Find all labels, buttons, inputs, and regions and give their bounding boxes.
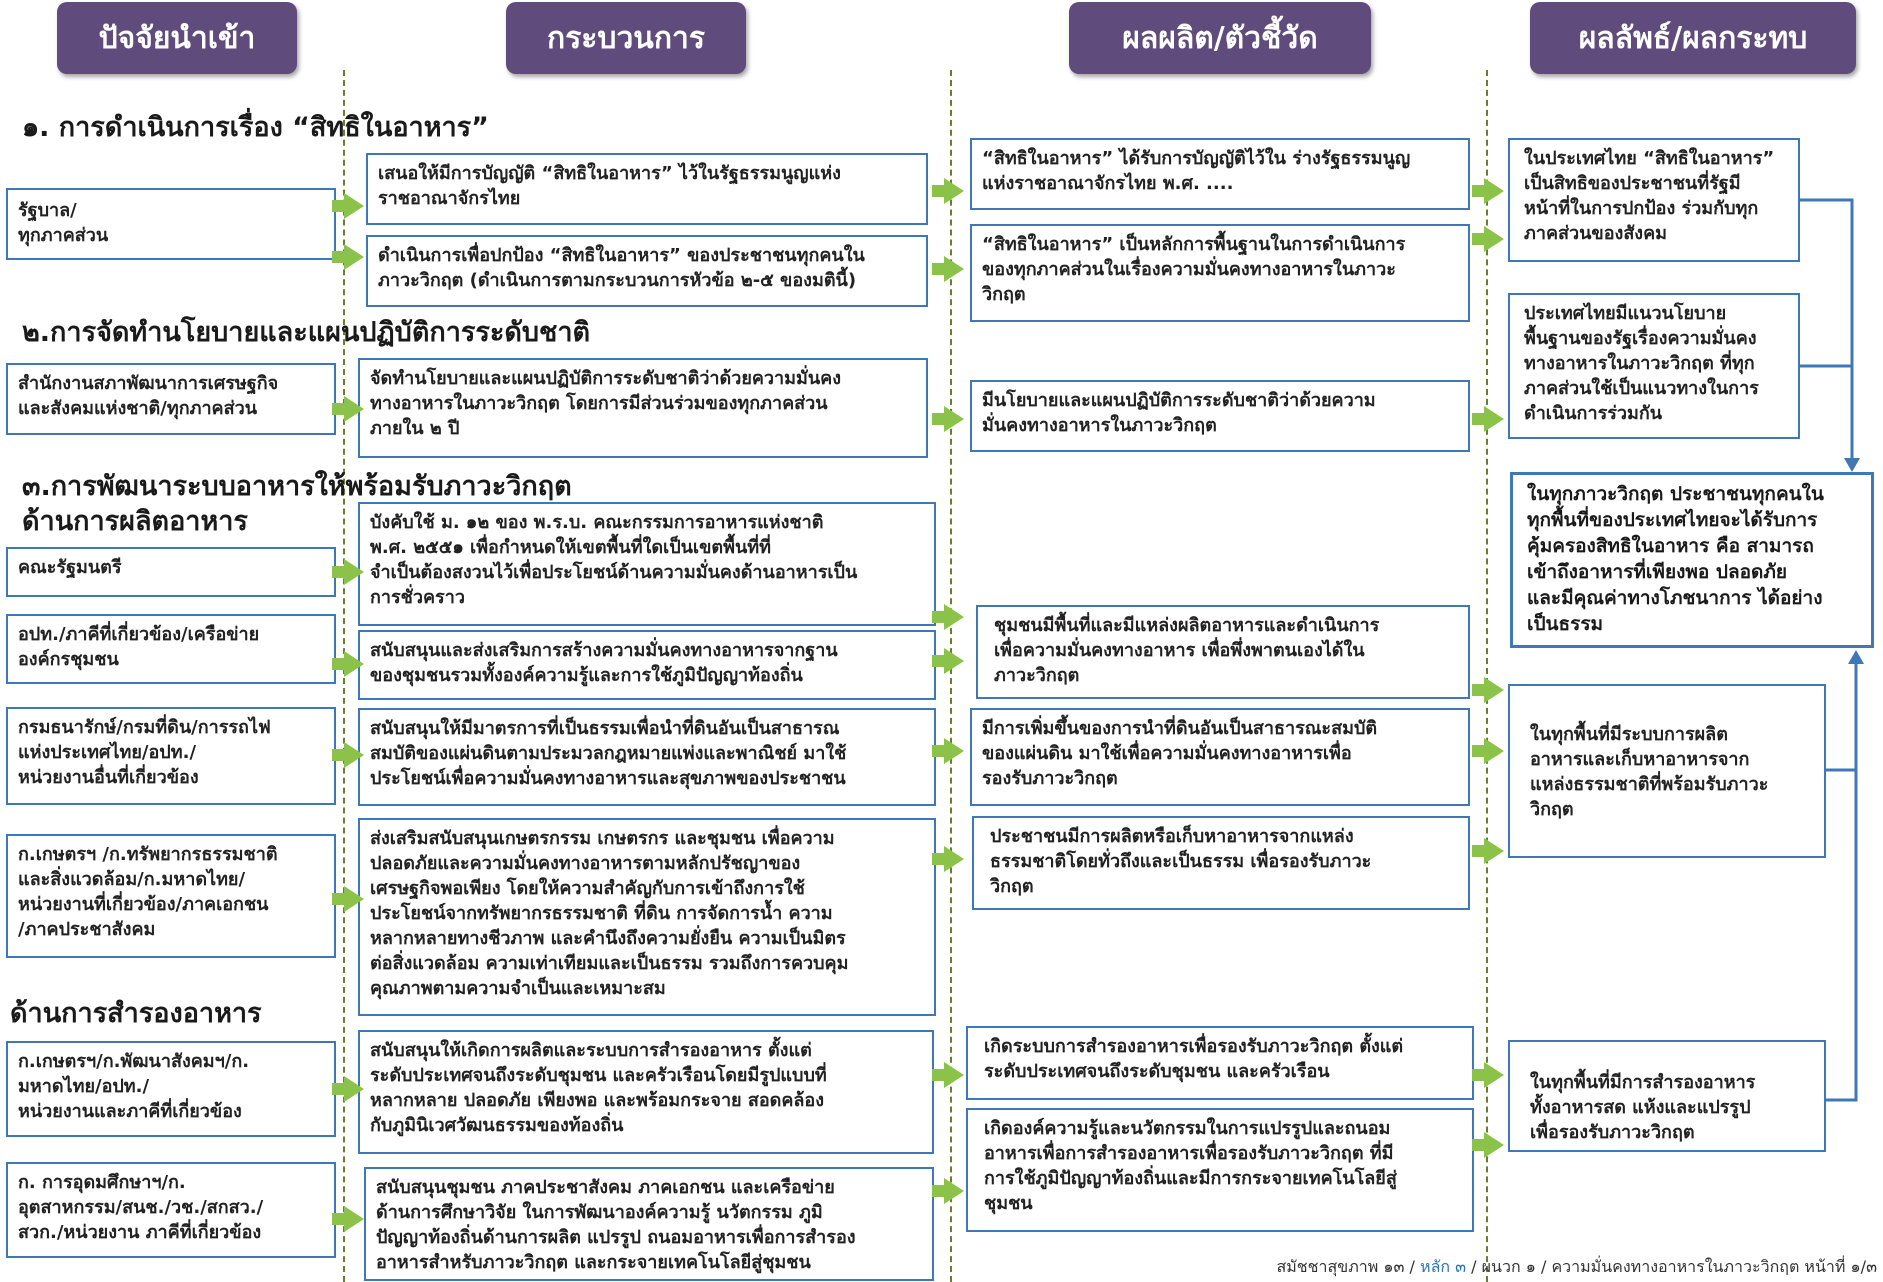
final-goal-text: ในทุกภาวะวิกฤต ประชาชนทุกคนใน ทุกพื้นที่ของประเทศไทยจะได้รับการ คุ้มครองสิทธิในอาหาร คือ สามารถ เข้าถึงอาหารที่เพียงพอ ปลอดภัย และมีคุณค่าทางโภชนาการ ได้อย่าง เป็นธรรม [1527,483,1824,635]
page-footer [1276,1255,1877,1280]
arrow-right-icon [344,742,364,768]
input-text: คณะรัฐมนตรี [18,557,122,578]
arrow-right-icon [944,1178,964,1204]
process-box [358,502,936,626]
process-box [358,630,936,700]
arrow-right-icon [344,559,364,585]
process-text: ดำเนินการเพื่อปกป้อง “สิทธิในอาหาร” ของประชาชนทุกคนใน ภาวะวิกฤต (ดำเนินการตามกระบวนการหัวข้อ ๒-๕ ของมตินี้) [378,245,865,291]
arrowhead-down [1844,458,1860,472]
output-box [972,816,1470,910]
outcome-text: ประเทศไทยมีแนวนโยบาย พื้นฐานของรัฐเรื่องความมั่นคง ทางอาหารในภาวะวิกฤต ที่ทุก ภาคส่วนใช้เป็นแนวทางในการ ดำเนินการร่วมกัน [1524,303,1759,424]
arrow-right-icon [344,193,364,219]
outcome-text: ในทุกพื้นที่มีระบบการผลิต อาหารและเก็บหาอาหารจาก แหล่งธรรมชาติที่พร้อมรับภาวะ วิกฤต [1530,724,1769,820]
arrow-right-icon [944,846,964,872]
output-box [966,1026,1474,1100]
outcome-box [1508,138,1800,262]
output-text: ประชาชนมีการผลิตหรือเก็บหาอาหารจากแหล่ง ธรรมชาติโดยทั่วถึงและเป็นธรรม เพื่อรองรับภาวะ วิกฤต [990,826,1372,897]
outcome-box [1508,293,1800,439]
arrow-right-icon [944,178,964,204]
header-outputs: ผลผลิต/ตัวชี้วัด [1069,2,1371,74]
arrow-right-icon [344,886,364,912]
arrow-right-icon [944,738,964,764]
input-box [6,547,336,597]
process-box [358,358,928,458]
input-text: ก.เกษตรฯ /ก.ทรัพยากรธรรมชาติ และสิ่งแวดล้อม/ก.มหาดไทย/ หน่วยงานที่เกี่ยวข้อง/ภาคเอกชน /ภาคประชาสังคม [18,844,278,940]
arrow-right-icon [944,648,964,674]
output-text: “สิทธิในอาหาร” เป็นหลักการพื้นฐานในการดำเนินการ ของทุกภาคส่วนในเรื่องความมั่นคงทางอาหารในภาวะ วิกฤต [982,234,1406,305]
outcome-box [1508,1040,1826,1152]
arrow-right-icon [944,256,964,282]
output-text: มีการเพิ่มขึ้นของการนำที่ดินอันเป็นสาธารณะสมบัติ ของแผ่นดิน มาใช้เพื่อความมั่นคงทางอาหารเพื่อ รองรับภาวะวิกฤต [982,718,1378,789]
input-text: ก. การอุดมศึกษาฯ/ก. อุตสาหกรรม/สนช./วช./สกสว./ สวก./หน่วยงาน ภาคีที่เกี่ยวข้อง [18,1172,264,1243]
arrow-right-icon [344,1206,364,1232]
arrow-right-icon [1484,838,1504,864]
arrow-right-icon [1484,406,1504,432]
input-box [6,834,336,958]
arrow-right-icon [344,396,364,422]
connector-top [1800,200,1852,462]
footer-principle-link[interactable]: หลัก ๓ [1420,1257,1467,1276]
output-box [966,1108,1474,1232]
arrow-right-icon [944,604,964,630]
header-inputs: ปัจจัยนำเข้า [57,2,297,74]
input-box [6,1041,336,1137]
section-3a-title: ด้านการผลิตอาหาร [22,506,248,537]
final-goal-box [1510,472,1874,648]
process-text: สนับสนุนให้มีมาตรการที่เป็นธรรมเพื่อนำที่ดินอันเป็นสาธารณ สมบัติของแผ่นดินตามประมวลกฎหมายแพ่งและพาณิชย์ มาใช้ ประโยชน์เพื่อความมั่นคงทางอาหารและสุขภาพของประชาชน [370,718,847,789]
output-text: มีนโยบายและแผนปฏิบัติการระดับชาติว่าด้วยความ มั่นคงทางอาหารในภาวะวิกฤต [982,390,1376,436]
input-text: รัฐบาล/ ทุกภาคส่วน [18,200,109,246]
section-3b-title: ด้านการสำรองอาหาร [10,998,262,1029]
input-box [6,707,336,805]
outcome-text: ในประเทศไทย “สิทธิในอาหาร” เป็นสิทธิของประชาชนที่รัฐมี หน้าที่ในการปกป้อง ร่วมกับทุก ภาคส่วนของสังคม [1524,148,1775,244]
section-2-title: ๒.การจัดทำนโยบายและแผนปฏิบัติการระดับชาติ [22,317,591,348]
input-box [6,1162,336,1258]
arrow-right-icon [1484,1132,1504,1158]
output-box [970,380,1470,452]
output-box [970,224,1470,322]
output-text: เกิดองค์ความรู้และนวัตกรรมในการแปรรูปและถนอม อาหารเพื่อการสำรองอาหารเพื่อรองรับภาวะวิกฤต ที่มี การใช้ภูมิปัญญาท้องถิ่นและมีการกระจายเทคโนโลยีสู่ ชุมชน [984,1118,1397,1214]
outcome-box [1508,684,1826,858]
arrow-right-icon [344,651,364,677]
footer-assembly: สมัชชาสุขภาพ ๑๓ / [1276,1257,1415,1276]
input-text: อปท./ภาคีที่เกี่ยวข้อง/เครือข่าย องค์กรชุมชน [18,624,260,670]
header-process: กระบวนการ [506,2,746,74]
section-3-title: ๓.การพัฒนาระบบอาหารให้พร้อมรับภาวะวิกฤต [22,471,572,502]
output-text: “สิทธิในอาหาร” ได้รับการบัญญัติไว้ใน ร่างรัฐธรรมนูญ แห่งราชอาณาจักรไทย พ.ศ. .... [982,148,1411,194]
arrow-right-icon [1484,1062,1504,1088]
process-text: เสนอให้มีการบัญญัติ “สิทธิในอาหาร” ไว้ในรัฐธรรมนูญแห่ง ราชอาณาจักรไทย [378,163,841,209]
arrow-right-icon [1484,677,1504,703]
output-box [976,605,1470,699]
arrowhead-up [1848,650,1864,664]
arrow-right-icon [944,406,964,432]
output-box [970,708,1470,806]
arrow-right-icon [1484,178,1504,204]
input-box [6,188,336,260]
divider-2 [950,70,952,1282]
arrow-right-icon [944,1062,964,1088]
footer-annex: / ผนวก ๑ / ความมั่นคงทางอาหารในภาวะวิกฤต หน้าที่ ๑/๓ [1471,1257,1877,1276]
process-box [358,818,936,1016]
process-box [364,1167,934,1281]
output-box [970,138,1470,210]
process-text: บังคับใช้ ม. ๑๒ ของ พ.ร.บ. คณะกรรมการอาหารแห่งชาติ พ.ศ. ๒๕๕๑ เพื่อกำหนดให้เขตพื้นที่ใดเป็นเขตพื้นที่ที่ จำเป็นต้องสงวนไว้เพื่อประโยชน์ด้านความมั่นคงด้านอาหารเป็น การชั่วคราว [370,512,858,608]
arrow-right-icon [1484,738,1504,764]
process-box [358,1030,934,1154]
arrow-right-icon [1484,226,1504,252]
output-text: ชุมชนมีพื้นที่และมีแหล่งผลิตอาหารและดำเนินการ เพื่อความมั่นคงทางอาหาร เพื่อพึ่งพาตนเองได้ใน ภาวะวิกฤต [994,615,1380,686]
section-1-title: ๑. การดำเนินการเรื่อง “สิทธิในอาหาร” [22,112,489,143]
input-text: สำนักงานสภาพัฒนาการเศรษฐกิจ และสังคมแห่งชาติ/ทุกภาคส่วน [18,373,279,419]
arrow-right-icon [344,244,364,270]
process-box [366,235,928,307]
process-text: ส่งเสริมสนับสนุนเกษตรกรรม เกษตรกร และชุมชน เพื่อความ ปลอดภัยและความมั่นคงทางอาหารตามหลักปรัชญาของ เศรษฐกิจพอเพียง โดยให้ความสำคัญกับการเข้าถึงการใช้ ประโยชน์จากทรัพยากรธรรมชาติ ที่ดิน การจัดการน้ำ ความ หลากหลายทางชีวภาพ และคำนึงถึงความยั่งยืน ความเป็นมิตร ต่อสิ่งแวดล้อม ความเท่าเทียมและเป็นธรรม รวมถึงการควบคุม คุณภาพตามความจำเป็นและเหมาะสม [370,828,849,999]
process-text: สนับสนุนให้เกิดการผลิตและระบบการสำรองอาหาร ตั้งแต่ ระดับประเทศจนถึงระดับชุมชน และครัวเรือนโดยมีรูปแบบที่ หลากหลาย ปลอดภัย เพียงพอ และพร้อมกระจาย สอดคล้อง กับภูมินิเวศวัฒนธรรมของท้องถิ่น [370,1040,827,1136]
input-box [6,614,336,684]
process-box [358,708,936,806]
arrow-right-icon [344,1076,364,1102]
input-text: กรมธนารักษ์/กรมที่ดิน/การรถไฟ แห่งประเทศไทย/อปท./ หน่วยงานอื่นที่เกี่ยวข้อง [18,717,271,788]
process-text: สนับสนุนชุมชน ภาคประชาสังคม ภาคเอกชน และเครือข่าย ด้านการศึกษาวิจัย ในการพัฒนาองค์ความรู้ นวัตกรรม ภูมิ ปัญญาท้องถิ่นด้านการผลิต แปรรูป ถนอมอาหารเพื่อการสำรอง อาหารสำหรับภาวะวิกฤต และกระจายเทคโนโลยีสู่ชุมชน [376,1177,856,1273]
input-text: ก.เกษตรฯ/ก.พัฒนาสังคมฯ/ก. มหาดไทย/อปท./ หน่วยงานและภาคีที่เกี่ยวข้อง [18,1051,250,1122]
process-text: จัดทำนโยบายและแผนปฏิบัติการระดับชาติว่าด้วยความมั่นคง ทางอาหารในภาวะวิกฤต โดยการมีส่วนร่วมของทุกภาคส่วน ภายใน ๒ ปี [370,368,842,439]
process-box [366,153,928,225]
output-text: เกิดระบบการสำรองอาหารเพื่อรองรับภาวะวิกฤต ตั้งแต่ ระดับประเทศจนถึงระดับชุมชน และครัวเรือน [984,1036,1404,1082]
input-box [6,363,336,435]
connector-bottom [1826,662,1856,1100]
outcome-text: ในทุกพื้นที่มีการสำรองอาหาร ทั้งอาหารสด แห้งและแปรรูป เพื่อรองรับภาวะวิกฤต [1530,1072,1756,1143]
process-text: สนับสนุนและส่งเสริมการสร้างความมั่นคงทางอาหารจากฐาน ของชุมชนรวมทั้งองค์ความรู้และการใช้ภูมิปัญญาท้องถิ่น [370,640,838,686]
header-outcomes: ผลลัพธ์/ผลกระทบ [1530,2,1856,74]
